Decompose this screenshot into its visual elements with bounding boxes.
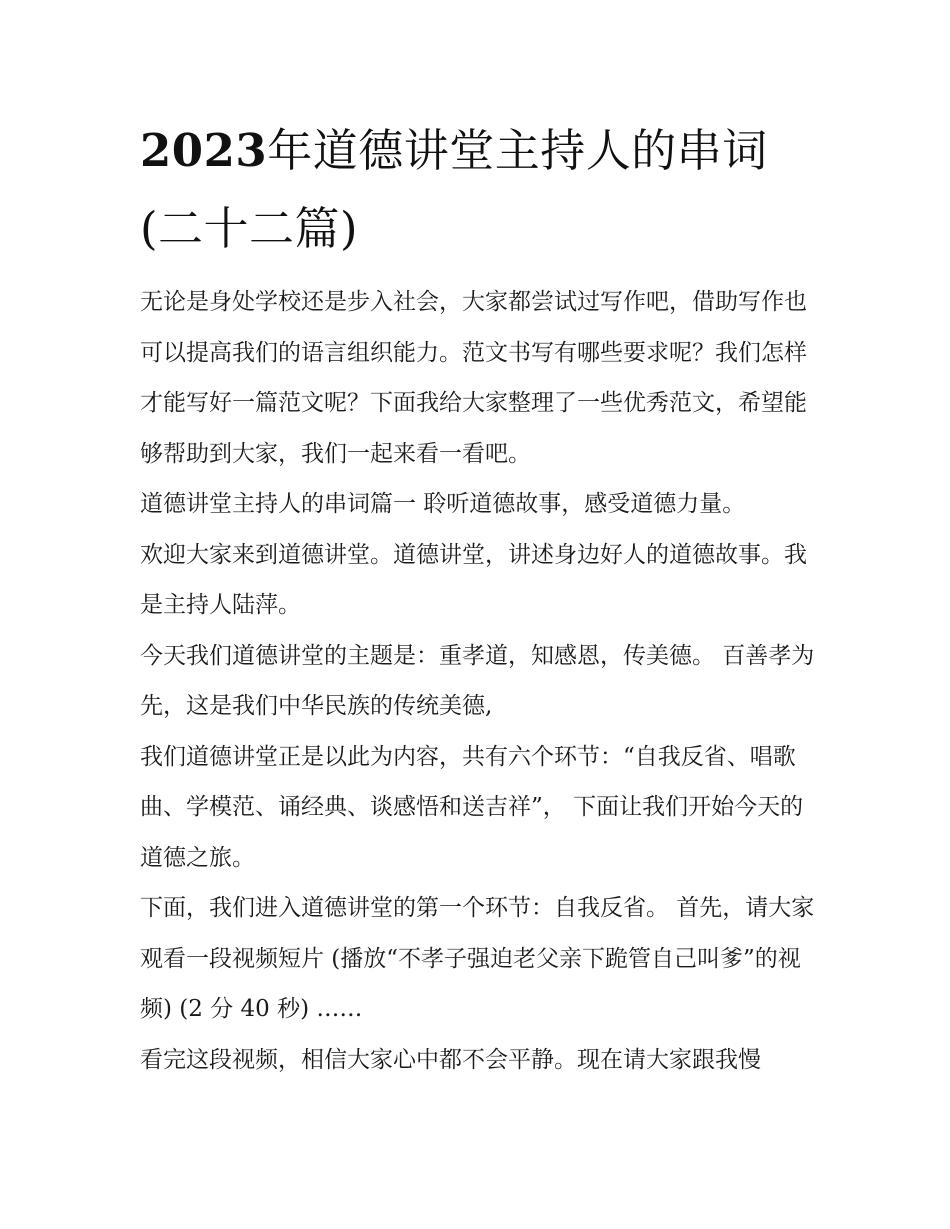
document-title <box>140 112 830 268</box>
document-body <box>140 277 820 1085</box>
paragraph-first-segment: 下面，我们进入道德讲堂的第一个环节：自我反省。 首先，请大家观看一段视频短片 (播放“不孝子强迫老父亲下跪管自己叫爹”的视频) (2 分 40 秒) …… <box>140 895 815 1022</box>
paragraph-segments: 我们道德讲堂正是以此为内容，共有六个环节：“自我反省、唱歌曲、学模范、诵经典、谈感悟和送吉祥”， 下面让我们开始今天的道德之旅。 <box>140 743 804 871</box>
title-year: 2023 <box>140 124 268 177</box>
paragraph-intro: 无论是身处学校还是步入社会，大家都尝试过写作吧，借助写作也可以提高我们的语言组织能力。范文书写有哪些要求呢？我们怎样才能写好一篇范文呢？下面我给大家整理了一些优秀范文，希望能够帮助到大家，我们一起来看一看吧。 <box>140 289 807 467</box>
paragraph-after-video: 看完这段视频，相信大家心中都不会平静。现在请大家跟我慢 <box>140 1046 761 1073</box>
paragraph-welcome: 欢迎大家来到道德讲堂。道德讲堂，讲述身边好人的道德故事。我是主持人陆萍。 <box>140 541 807 618</box>
paragraph-section-heading: 道德讲堂主持人的串词篇一 聆听道德故事，感受道德力量。 <box>140 491 746 517</box>
title-text: 年道德讲堂主持人的串词(二十二篇) <box>140 124 768 255</box>
paragraph-theme: 今天我们道德讲堂的主题是：重孝道，知感恩，传美德。 百善孝为先，这是我们中华民族的传统美德, <box>140 642 815 719</box>
